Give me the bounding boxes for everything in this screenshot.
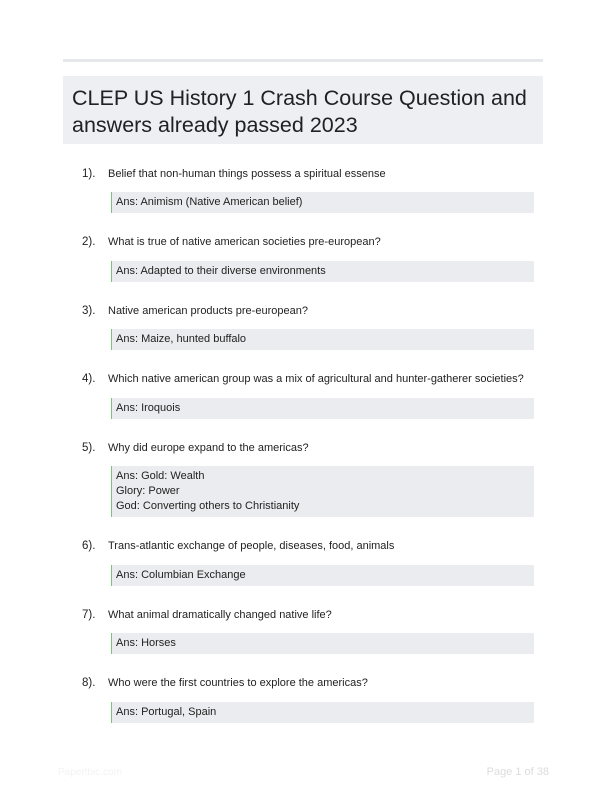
page-indicator: Page 1 of 38	[486, 766, 549, 778]
answer-box: Ans: Gold: Wealth Glory: Power God: Converting others to Christianity	[111, 466, 534, 517]
top-divider	[63, 59, 543, 62]
question-text: Native american products pre-european?	[108, 305, 308, 317]
question-number: 7).	[82, 609, 96, 621]
question-text: What is true of native american societies pre-european?	[108, 236, 381, 248]
question-number: 4).	[82, 373, 96, 385]
question-number: 8).	[82, 677, 96, 689]
answer-box: Ans: Maize, hunted buffalo	[111, 329, 534, 350]
question-text: Who were the first countries to explore the americas?	[108, 677, 368, 689]
question-number: 2).	[82, 236, 96, 248]
answer-box: Ans: Animism (Native American belief)	[111, 192, 534, 213]
question-number: 1).	[82, 168, 96, 180]
question-text: Trans-atlantic exchange of people, diseases, food, animals	[108, 540, 395, 552]
answer-box: Ans: Columbian Exchange	[111, 565, 534, 586]
question-number: 6).	[82, 540, 96, 552]
answer-box: Ans: Adapted to their diverse environments	[111, 261, 534, 282]
document-title: CLEP US History 1 Crash Course Question and answers already passed 2023	[72, 86, 527, 137]
question-text: Why did europe expand to the americas?	[108, 442, 309, 454]
question-text: What animal dramatically changed native life?	[108, 609, 332, 621]
question-text: Belief that non-human things possess a spiritual essense	[108, 168, 386, 180]
title-banner	[63, 76, 543, 144]
answer-box: Ans: Portugal, Spain	[111, 702, 534, 723]
question-text: Which native american group was a mix of agricultural and hunter-gatherer societies?	[108, 373, 524, 385]
answer-box: Ans: Horses	[111, 633, 534, 654]
question-number: 3).	[82, 305, 96, 317]
question-number: 5).	[82, 442, 96, 454]
answer-box: Ans: Iroquois	[111, 398, 534, 419]
footer-watermark: Papertbic.com	[58, 767, 122, 778]
